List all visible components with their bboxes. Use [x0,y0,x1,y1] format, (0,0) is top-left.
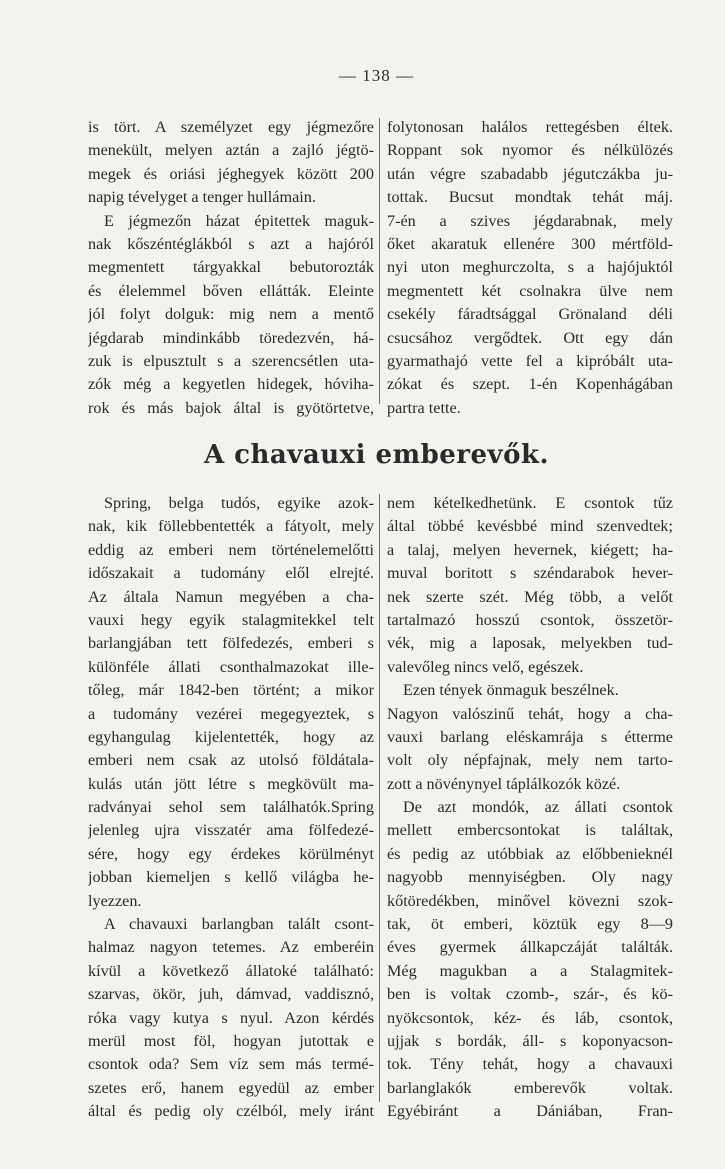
text-line: tottak. Bucsut mondtak tehát máj. [387,188,673,207]
text-line: lyezzen. [88,891,142,910]
text-line: A chavauxi barlangban talált csont- [104,915,374,934]
text-line: sére, hogy egy érdekes körülményt [88,844,374,863]
text-line: és élelemmel bőven ellátták. Eleinte [88,281,374,300]
text-line: nek szerte szét. Még több, a velőt [387,587,673,606]
section-heading: A chavauxi emberevők. [203,440,550,470]
text-line: nem kételkedhetünk. E csontok tűz [387,494,673,512]
text-line: merül most föl, hogyan jutottak e [88,1031,374,1050]
text-line: barlanglakók emberevők voltak. [387,1078,673,1097]
text-line: csucsához vergődtek. Ott egy dán [387,328,673,347]
text-line: nyökcsontok, kéz- és láb, csontok, [387,1008,673,1027]
column-divider [379,118,380,404]
text-line: vék, mig a laposak, melyekben tud- [387,634,673,653]
text-line: által többé kevésbbé mind szenvedtek; [387,517,673,536]
text-line: folytonosan halálos rettegésben éltek. [387,118,673,136]
text-line: szetes erő, hanem egyedül az ember [88,1078,374,1097]
text-line: által és pedig oly czélból, mely iránt [88,1102,374,1121]
text-line: éves gyermek állkapczáját találták. [387,938,673,957]
right-column [387,492,673,1124]
text-line: De azt mondók, az állati csontok [403,798,673,817]
text-line: kőtöredékben, minővel kövezni szok- [387,891,673,910]
left-column [88,492,374,1124]
text-line: muval boritott s széndarabok hever- [387,564,673,583]
text-line: menekült, melyen aztán a zajló jégtö- [88,141,374,160]
text-line: Roppant sok nyomor és nélkülözés [387,141,673,160]
text-line: Spring, belga tudós, egyike azok- [104,494,374,512]
text-line: Nagyon valószinű tehát, hogy a cha- [387,704,673,723]
text-line: nyi uton meghurczolta, s a hajójuktól [387,258,673,277]
text-line: jól folyt dolguk: mig nem a mentő [88,305,374,324]
text-line: zuk is elpusztult s a szerencsétlen uta- [88,351,374,370]
text-line: jégdarab mindinkább töredezvén, há- [88,328,374,347]
text-line: nak kőszéntéglákból s azt a hajóról [88,234,374,253]
text-line: rok és más bajok által is gyötörtetve, [88,398,374,417]
text-line: halmaz nagyon tetemes. Az emberéin [88,938,374,957]
text-line: Az általa Namun megyében a cha- [88,587,374,606]
text-line: róka vagy kutya s nyul. Azon kérdés [88,1008,374,1027]
text-line: zott a növénynyel táplálkozók közé. [387,774,621,793]
column-divider [379,494,380,1102]
text-line: ujjak s bordák, áll- s koponyacson- [387,1031,673,1050]
text-line: gyarmathajó vette fel a kipróbált uta- [387,351,673,370]
text-line: a talaj, melyen hevernek, kiégett; ha- [387,540,673,559]
right-column [387,116,673,420]
text-line: Még magukban a a Stalagmitek- [387,961,673,980]
text-line: csekély fáradtsággal Grönaland déli [387,305,673,324]
text-line: tőleg, már 1842-ben történt; a mikor [88,681,374,700]
text-line: mellett embercsontokat is találtak, [387,821,673,840]
text-line: jelenleg ujra visszatér ama fölfedezé- [88,821,374,840]
text-line: vauxi hegy egyik stalagmitekkel telt [88,610,374,629]
text-line: napig tévelyget a tenger hullámain. [88,188,316,207]
text-line: csontok oda? Sem víz sem más termé- [88,1055,374,1074]
text-line: valevőleg nincs velő, egészek. [387,657,584,676]
text-line: a tudomány vezérei megegyeztek, s [88,704,374,723]
text-line: nagyobb mennyiségben. Oly nagy [387,868,673,887]
text-line: tartalmazó hosszú csontok, összetör- [387,610,673,629]
text-line: nak, kik föllebbentették a fátyolt, mely [88,517,374,536]
text-line: megmentett tárgyakkal bebutorozták [88,258,374,277]
text-line: tok. Tény tehát, hogy a chavauxi [387,1055,673,1074]
text-line: megmentett két csolnakra ülve nem [387,281,673,300]
text-line: után végre szabadabb jégutczákba ju- [387,164,673,183]
text-line: zók még a kegyetlen hidegek, hóviha- [88,375,374,394]
text-line: emberi nem csak az utolsó földátala- [88,751,374,770]
text-line: és pedig az utóbbiak az előbbenieknél [387,844,673,863]
text-line: őket akaratuk ellenére 300 mértföld- [387,234,673,253]
text-line: jobban kiemeljen s kellő világba he- [88,868,374,887]
text-line: 7-én a szives jégdarabnak, mely [387,211,673,230]
text-line: ben is voltak czomb-, szár-, és kö- [387,985,673,1004]
text-line: radványai sehol sem találhatók.Spring [88,798,374,817]
text-line: Ezen tények önmaguk beszélnek. [403,681,619,700]
page-number: — 138 — [339,66,414,85]
text-line: is tört. A személyzet egy jégmezőre [88,118,374,136]
text-line: eddig az emberi nem történelemelőtti [88,540,374,559]
text-line: barlangjában tett fölfedezés, emberi s [88,634,374,653]
text-line: megek és oriási jéghegyek között 200 [88,164,374,183]
text-line: időszakait a tudomány elől elrejté. [88,564,374,583]
text-line: kívül a következő állatoké található: [88,961,374,980]
text-line: különféle állati csonthalmazokat ille- [88,657,374,676]
text-line: kulás után jött létre s megkövült ma- [88,774,374,793]
text-line: volt oly népfajnak, mely nem tarto- [387,751,673,770]
text-line: tak, öt emberi, köztük egy 8—9 [387,915,673,934]
text-line: Egyébiránt a Dániában, Fran- [387,1102,673,1121]
text-line: zókat és szept. 1-én Kopenhágában [387,375,673,394]
text-line: egyhangulag kijelentették, hogy az [88,727,374,746]
left-column [88,116,374,420]
text-line: szarvas, ökör, juh, dámvad, vaddisznó, [88,985,374,1004]
text-line: vauxi barlang eléskamrája s étterme [387,727,673,746]
text-line: E jégmezőn házat épitettek maguk- [104,211,374,230]
text-line: partra tette. [387,398,461,417]
